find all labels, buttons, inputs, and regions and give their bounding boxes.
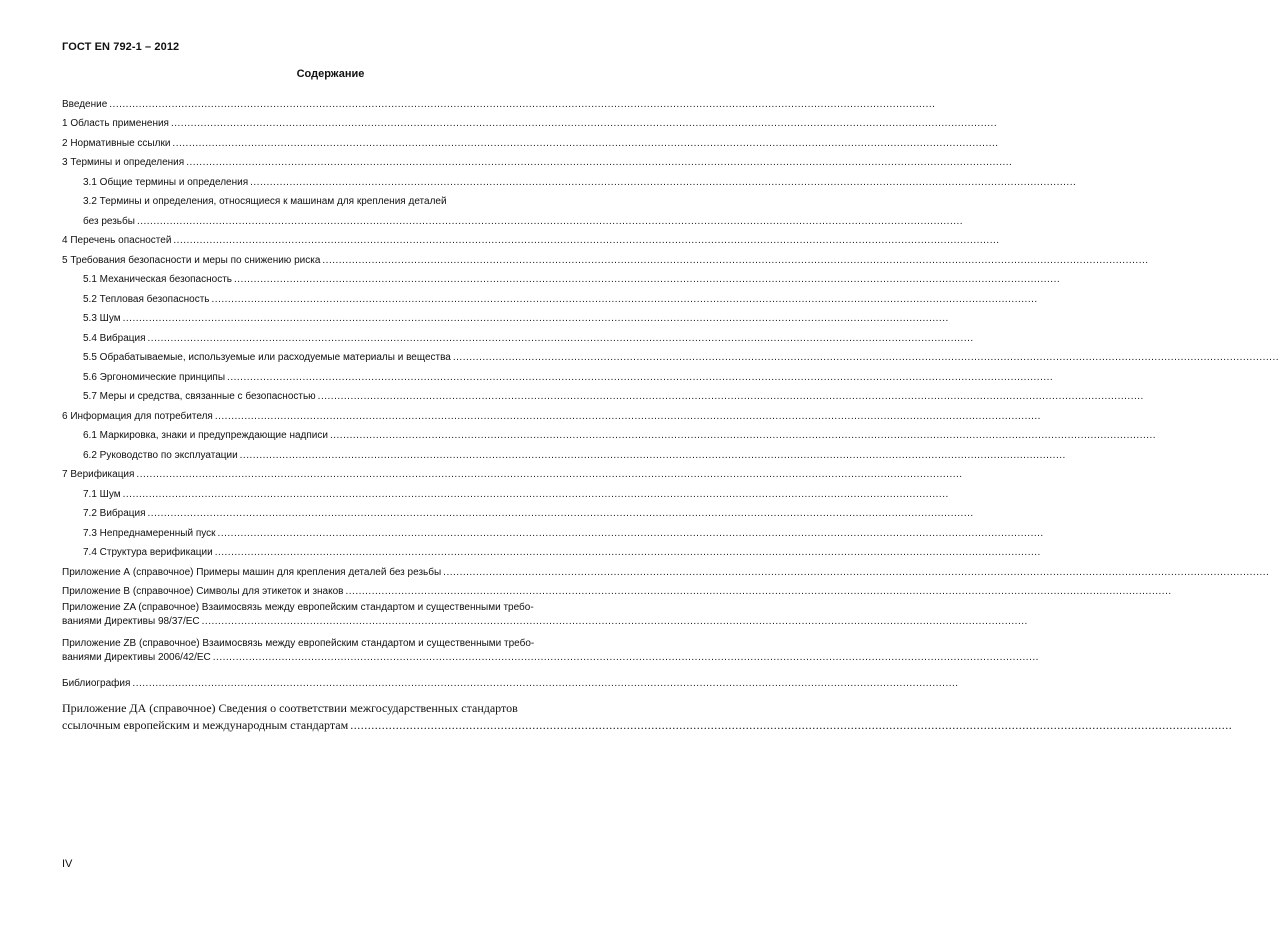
toc-entry-3-2-cont[interactable]: без резьбы ............................................................................................................................................................................................................................................................: [83, 215, 964, 227]
toc-entry-annex-da[interactable]: Приложение ДА (справочное) Сведения о соответствии межгосударственных стандартов: [62, 700, 518, 715]
toc-entry-6-2[interactable]: 6.2 Руководство по эксплуатации ............................................................................................................................................................................................................................................................: [83, 449, 1066, 461]
toc-entry-7-3[interactable]: 7.3 Непреднамеренный пуск ............................................................................................................................................................................................................................................................: [83, 527, 1044, 539]
toc-entry-annex-zb-cont[interactable]: ваниями Директивы 2006/42/ЕС ............................................................................................................................................................................................................................................................: [62, 652, 1039, 663]
toc-entry-annex-a[interactable]: Приложение А (справочное) Примеры машин для крепления деталей без резьбы ............................................................................................................................................................................................................................................................: [62, 566, 1270, 578]
toc-entry-5-2[interactable]: 5.2 Тепловая безопасность ............................................................................................................................................................................................................................................................: [83, 293, 1038, 305]
toc-entry-4[interactable]: 4 Перечень опасностей ............................................................................................................................................................................................................................................................: [62, 235, 1000, 246]
toc-entry-5-1[interactable]: 5.1 Механическая безопасность ............................................................................................................................................................................................................................................................: [83, 274, 1061, 285]
toc-entry-annex-da-cont[interactable]: ссылочным европейским и международным стандартам ............................................................................................................................................................................................................................................................: [62, 717, 1233, 732]
toc-entry-6-1[interactable]: 6.1 Маркировка, знаки и предупреждающие надписи ............................................................................................................................................................................................................................................................: [83, 430, 1157, 441]
toc-entry-annex-za-cont[interactable]: ваниями Директивы 98/37/ЕС ............................................................................................................................................................................................................................................................: [62, 616, 1028, 627]
toc-entry-3-1[interactable]: 3.1 Общие термины и определения ............................................................................................................................................................................................................................................................: [83, 176, 1077, 188]
toc-entry-5[interactable]: 5 Требования безопасности и меры по снижению риска ............................................................................................................................................................................................................................................................: [62, 254, 1149, 266]
toc-entry-6[interactable]: 6 Информация для потребителя ............................................................................................................................................................................................................................................................: [62, 410, 1041, 422]
toc-entry-5-5[interactable]: 5.5 Обрабатываемые, используемые или расходуемые материалы и вещества ............................................................................................................................................................................................................................................................: [83, 352, 1279, 363]
toc-entry-7-2[interactable]: 7.2 Вибрация ............................................................................................................................................................................................................................................................: [83, 508, 974, 519]
toc-entry-5-6[interactable]: 5.6 Эргономические принципы ............................................................................................................................................................................................................................................................: [83, 371, 1054, 383]
toc-entry-3-2[interactable]: 3.2 Термины и определения, относящиеся к машинам для крепления деталей: [83, 196, 447, 207]
toc-entry-7-1[interactable]: 7.1 Шум ............................................................................................................................................................................................................................................................: [83, 488, 949, 500]
table-of-contents: [62, 90, 1279, 733]
toc-entry-bibliography[interactable]: Библиография ............................................................................................................................................................................................................................................................: [62, 677, 959, 689]
toc-entry-5-7[interactable]: 5.7 Меры и средства, связанные с безопасностью ............................................................................................................................................................................................................................................................: [83, 391, 1144, 402]
toc-entry-2[interactable]: 2 Нормативные ссылки ............................................................................................................................................................................................................................................................: [62, 137, 999, 149]
toc-entry-3[interactable]: 3 Термины и определения ............................................................................................................................................................................................................................................................: [62, 157, 1013, 168]
toc-entry-5-3[interactable]: 5.3 Шум ............................................................................................................................................................................................................................................................: [83, 313, 949, 324]
toc-entry-annex-b[interactable]: Приложение В (справочное) Символы для этикеток и знаков ............................................................................................................................................................................................................................................................: [62, 586, 1172, 597]
document-header: ГОСТ EN 792-1 – 2012: [62, 41, 180, 53]
page-number: IV: [62, 858, 73, 870]
toc-title: Содержание: [296, 68, 365, 80]
toc-entry-annex-za[interactable]: Приложение ZA (справочное) Взаимосвязь между европейским стандартом и существенными требо-: [62, 602, 534, 613]
toc-entry-1[interactable]: 1 Область применения ............................................................................................................................................................................................................................................................: [62, 118, 998, 129]
toc-entry-5-4[interactable]: 5.4 Вибрация ............................................................................................................................................................................................................................................................: [83, 332, 974, 344]
toc-entry-annex-zb[interactable]: Приложение ZB (справочное) Взаимосвязь между европейским стандартом и существенными требо-: [62, 638, 535, 649]
toc-entry-7[interactable]: 7 Верификация ............................................................................................................................................................................................................................................................: [62, 469, 963, 480]
toc-entry-introduction[interactable]: Введение ............................................................................................................................................................................................................................................................: [62, 98, 936, 110]
toc-entry-7-4[interactable]: 7.4 Структура верификации ............................................................................................................................................................................................................................................................: [83, 547, 1041, 558]
